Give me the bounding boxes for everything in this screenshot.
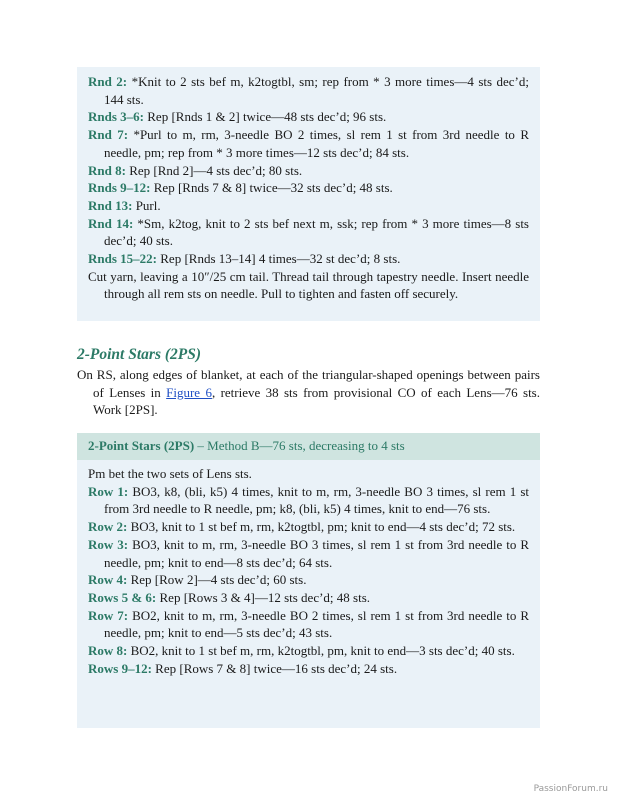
- box-body: [77, 460, 540, 677]
- instruction-line: Rnds 3–6: Rep [Rnds 1 & 2] twice—48 sts dec’d; 96 sts.: [88, 109, 387, 125]
- instruction-line: Cut yarn, leaving a 10″/25 cm tail. Thread tail through tapestry needle. Insert needle through all rem sts on needle. Pull to tighten and fasten off securely.: [88, 268, 529, 302]
- instruction-line: Rnd 2: *Knit to 2 sts bef m, k2togtbl, sm; rep from * 3 more times—4 sts dec’d; 144 sts.: [88, 74, 529, 107]
- instruction-line: Row 1: BO3, k8, (bli, k5) 4 times, knit to m, rm, 3-needle BO 3 times, sl rem 1 st from 3rd needle to R needle, pm; k8, (bli, k5) 4 times, knit to end—76 sts.: [88, 483, 529, 517]
- instruction-line: Row 2: BO3, knit to 1 st bef m, rm, k2togtbl, pm; knit to end—4 sts dec’d; 72 sts.: [88, 519, 516, 535]
- instructions-box-2-point-stars: [77, 433, 540, 728]
- box-header: 2-Point Stars (2PS) – Method B—76 sts, decreasing to 4 sts: [77, 433, 540, 460]
- section-title: 2-Point Stars (2PS): [77, 346, 202, 363]
- instruction-line: Pm bet the two sets of Lens sts.: [88, 466, 252, 481]
- instruction-line: Row 8: BO2, knit to 1 st bef m, rm, k2togtbl, pm, knit to end—3 sts dec’d; 40 sts.: [88, 643, 515, 659]
- instruction-line: Rnd 7: *Purl to m, rm, 3-needle BO 2 times, sl rem 1 st from 3rd needle to R needle, pm; rep from * 3 more times—12 sts dec’d; 84 sts.: [88, 127, 529, 160]
- instruction-line: Rnd 8: Rep [Rnd 2]—4 sts dec’d; 80 sts.: [88, 162, 303, 178]
- section-intro: On RS, along edges of blanket, at each of the triangular-shaped openings between pairs of Lenses in Figure 6, retrieve 38 sts from provisional CO of each Lens—76 sts. Work [2PS].: [77, 367, 540, 417]
- instruction-line: Rnd 14: *Sm, k2tog, knit to 2 sts bef next m, ssk; rep from * 3 more times—8 sts dec’d; 40 sts.: [88, 215, 529, 249]
- instructions-box-lens-finish: [77, 67, 540, 321]
- figure-6-link[interactable]: Figure 6: [166, 384, 212, 400]
- instruction-line: Rnds 15–22: Rep [Rnds 13–14] 4 times—32 st dec’d; 8 sts.: [88, 251, 401, 267]
- instruction-line: Row 7: BO2, knit to m, rm, 3-needle BO 2 times, sl rem 1 st from 3rd needle to R needle, pm; knit to end—5 sts dec’d; 43 sts.: [88, 607, 530, 641]
- instruction-line: Rnd 13: Purl.: [88, 197, 161, 213]
- instruction-line: Row 4: Rep [Row 2]—4 sts dec’d; 60 sts.: [88, 572, 307, 588]
- instruction-line: Rows 5 & 6: Rep [Rows 3 & 4]—12 sts dec’d; 48 sts.: [88, 589, 371, 605]
- instruction-line: Rnds 9–12: Rep [Rnds 7 & 8] twice—32 sts dec’d; 48 sts.: [88, 180, 393, 196]
- watermark: PassionForum.ru: [533, 784, 608, 794]
- instruction-line: Row 3: BO3, knit to m, rm, 3-needle BO 3 times, sl rem 1 st from 3rd needle to R needle, pm; knit to end—8 sts dec’d; 64 sts.: [88, 536, 530, 570]
- instruction-line: Rows 9–12: Rep [Rows 7 & 8] twice—16 sts dec’d; 24 sts.: [88, 660, 398, 676]
